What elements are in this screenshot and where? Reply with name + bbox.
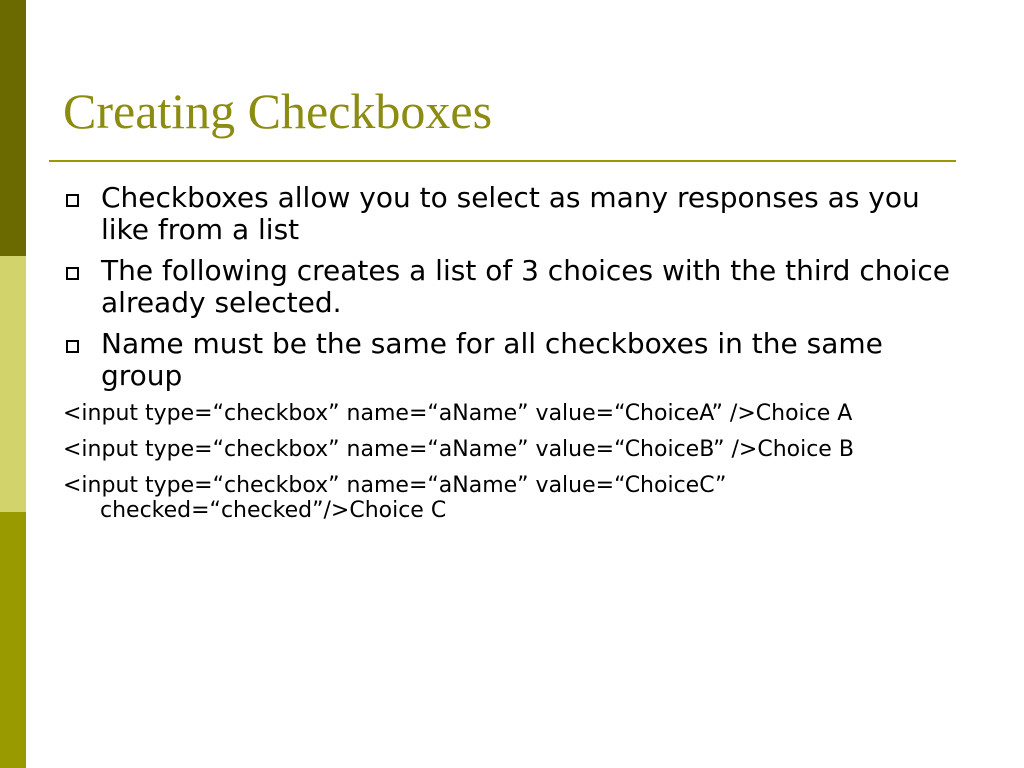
bullet-text: Checkboxes allow you to select as many responses as you like from a list: [101, 181, 920, 246]
bullet-item: [63, 328, 968, 392]
bullet-item: [63, 182, 968, 246]
code-line: <input type=“checkbox” name=“aName” value=“ChoiceB” />Choice B: [63, 437, 854, 462]
side-bar-top: [0, 0, 26, 256]
slide-title: Creating Checkboxes: [63, 83, 493, 139]
bullet-text: The following creates a list of 3 choices with the third choice already selected.: [101, 254, 950, 319]
square-bullet-icon: [66, 267, 79, 280]
slide-body: [63, 182, 968, 534]
code-line: <input type=“checkbox” name=“aName” value=“ChoiceA” />Choice A: [63, 401, 853, 426]
square-bullet-icon: [66, 194, 79, 207]
bullet-item: [63, 255, 968, 319]
code-line: <input type=“checkbox” name=“aName” value=“ChoiceC” checked=“checked”/>Choice C: [63, 473, 727, 523]
title-underline: [49, 160, 956, 162]
square-bullet-icon: [66, 340, 79, 353]
side-bar-middle: [0, 256, 26, 512]
side-bar-bottom: [0, 512, 26, 768]
bullet-text: Name must be the same for all checkboxes in the same group: [101, 327, 883, 392]
